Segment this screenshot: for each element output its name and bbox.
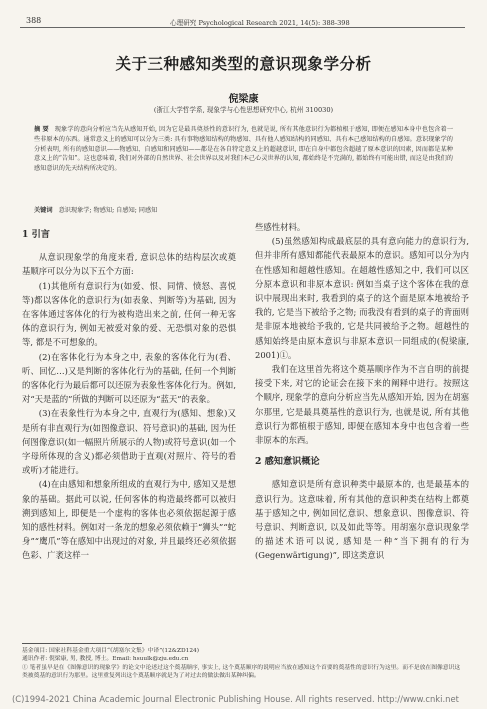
paragraph: (4)在由感知和想象所组成的直观行为中, 感知又是想象的基础。据此可以说, 任何客体的构造最终都可以被归溯到感知上, 即便是一个虚构的客体也必须依据起源于感知的感性材料。例如对一条龙的想象必须依赖于“狮头”“蛇身”“鹰爪”等在感知中出现过的对象, 并且最终还必须依据色彩、广袤这样一 <box>22 479 236 561</box>
abstract-text: 现象学的意向分析应当先从感知开始, 因为它是最具奠基性的意识行为, 也就是说, 所有其他意识行为都植根于感知, 即便在感知本身中也包含着一些非原本的东西。通常意义上的感知可以分为三类: 具有事物感知结构的物感知、具有他人感知结构的同感知、具有本己感知结构的自感知。意识现象学的分析表明, 所有的感知意识——物感知、自感知和同感知——都是在各自特定意义上的超越意识, 即在自身中都包含超越了原本意识的因素, 因而都是某种意义上的“告知”。这也意味着, 我们对外部的自然世界、社会世界以及对我们本己心灵世界的认知, 都始终是不完满的, 都始终有可能出错, 而这是由我们的感知意识的先天结构所决定的。 <box>34 126 454 173</box>
copyright-footer: (C)1994-2021 China Academic Journal Electronic Publishing House. All rights reserved. http://www.cnki.net <box>12 694 459 704</box>
paper-title: 关于三种感知类型的意识现象学分析 <box>115 54 372 73</box>
abstract-label: 摘 要 <box>34 126 49 133</box>
paragraph: (1)其他所有意识行为(如爱、恨、同情、愤怒、喜悦等)都以客体化的意识行为(如表象、判断等)为基础, 因为在客体通过客体化的行为被构造出来之前, 任何一种无客体的意识行为, 例如无被爱对象的爱、无恐惧对象的恐惧等, 都是不可想象的。 <box>22 280 236 348</box>
footnote-contact: 通讯作者: 倪梁康, 男, 教授, 博士。Email: hsuulk@zju.edu.cn <box>22 656 189 663</box>
journal-info: 心理研究 Psychological Research 2021, 14(5): 388-398 <box>170 19 350 27</box>
paragraph: (5)虽然感知构成最底层的具有意向能力的意识行为, 但并非所有感知都能代表最原本的意识。感知可以分为内在性感知和超越性感知。在超越性感知之中, 我们可以区分原本意识和非原本意识: 例如当桌子这个客体在我的意识中展现出来时, 我看到的桌子的这个面是原本地被给予我的, 它是当下被给予之物; 而我没有看到的桌子的背面则是非原本地被给予我的, 它是共同被给予之物。超越性的感知始终是由原本意识与非原本意识一同组成的(倪梁康, 2001)①。 <box>255 236 469 360</box>
footnote-rule <box>22 643 142 644</box>
footnotes <box>22 643 465 681</box>
author-affiliation: (浙江大学哲学系, 现象学与心性思想研究中心, 杭州 310030) <box>153 106 334 114</box>
page-number: 388 <box>26 16 42 25</box>
paragraph-continuation: 些感性材料。 <box>255 222 306 232</box>
section-heading-perception: 2 感知意识概论 <box>255 456 320 468</box>
footnote-fund: 基金项目: 国家社科基金重大项目“《胡塞尔文集》中译”(12&ZD124) <box>22 648 199 654</box>
footnote-note: ① 笔者虽早是在《图像意识的现象学》的论文中论述过这个奠基顺序, 事实上, 这个奠基顺序的说明应当放在感知这个首要的奠基性的意识行为这里。而不是放在图像意识这类被奠基的意识行为那里。这里重复列出这个奠基顺序就是为了对过去的做法做出某种纠偏。 <box>22 664 461 680</box>
left-column <box>22 220 236 563</box>
keywords <box>34 205 453 214</box>
paragraph: 感知意识是所有意识种类中最原本的, 也是最基本的意识行为。这意味着, 所有其他的意识种类在结构上都奠基于感知之中, 例如回忆意识、想象意识、图像意识、符号意识、判断意识, 以及如此等等。用胡塞尔意识现象学的描述术语可以说, 感知是一种“当下拥有的行为(Gegenwärtigung)”, 即这类意识 <box>255 479 469 561</box>
keywords-label: 关键词 <box>34 207 53 214</box>
paragraph: (2)在客体化行为本身之中, 表象的客体化行为(看、听、回忆…)又是判断的客体化行为的基础, 任何一个判断的客体化行为最后都可以还原为表象性客体化行为。例如, 对“天是蓝的”所做的判断可以还原为“蓝天”的表象。 <box>22 351 236 405</box>
running-header <box>20 13 465 28</box>
section-heading-intro: 1 引言 <box>22 229 50 240</box>
right-column <box>255 220 469 563</box>
abstract <box>34 125 453 174</box>
paragraph: (3)在表象性行为本身之中, 直观行为(感知、想象)又是所有非直观行为(如图像意识、符号意识)的基础, 因为任何图像意识(如一幅照片所展示的人物)或符号意识(如一个字母所体现的含义)都必须借助于直观(对照片、符号的看或听)才能进行。 <box>22 408 236 476</box>
paragraph: 从意识现象学的角度来看, 意识总体的结构层次或奠基顺序可以分为以下五个方面: <box>22 252 236 277</box>
paragraph: 我们在这里首先将这个奠基顺序作为不言自明的前提接受下来, 对它的论证会在接下来的阐释中进行。按照这个顺序, 现象学的意向分析应当先从感知开始, 因为在胡塞尔那里, 它是最具奠基性的意识行为, 也就是说, 所有其他意识行为都植根于感知, 即便在感知本身中也包含着一些非原本的东西。 <box>255 364 469 446</box>
keywords-text: 意识现象学; 物感知; 自感知; 同感知 <box>58 207 158 214</box>
author-name: 倪梁康 <box>228 94 259 105</box>
